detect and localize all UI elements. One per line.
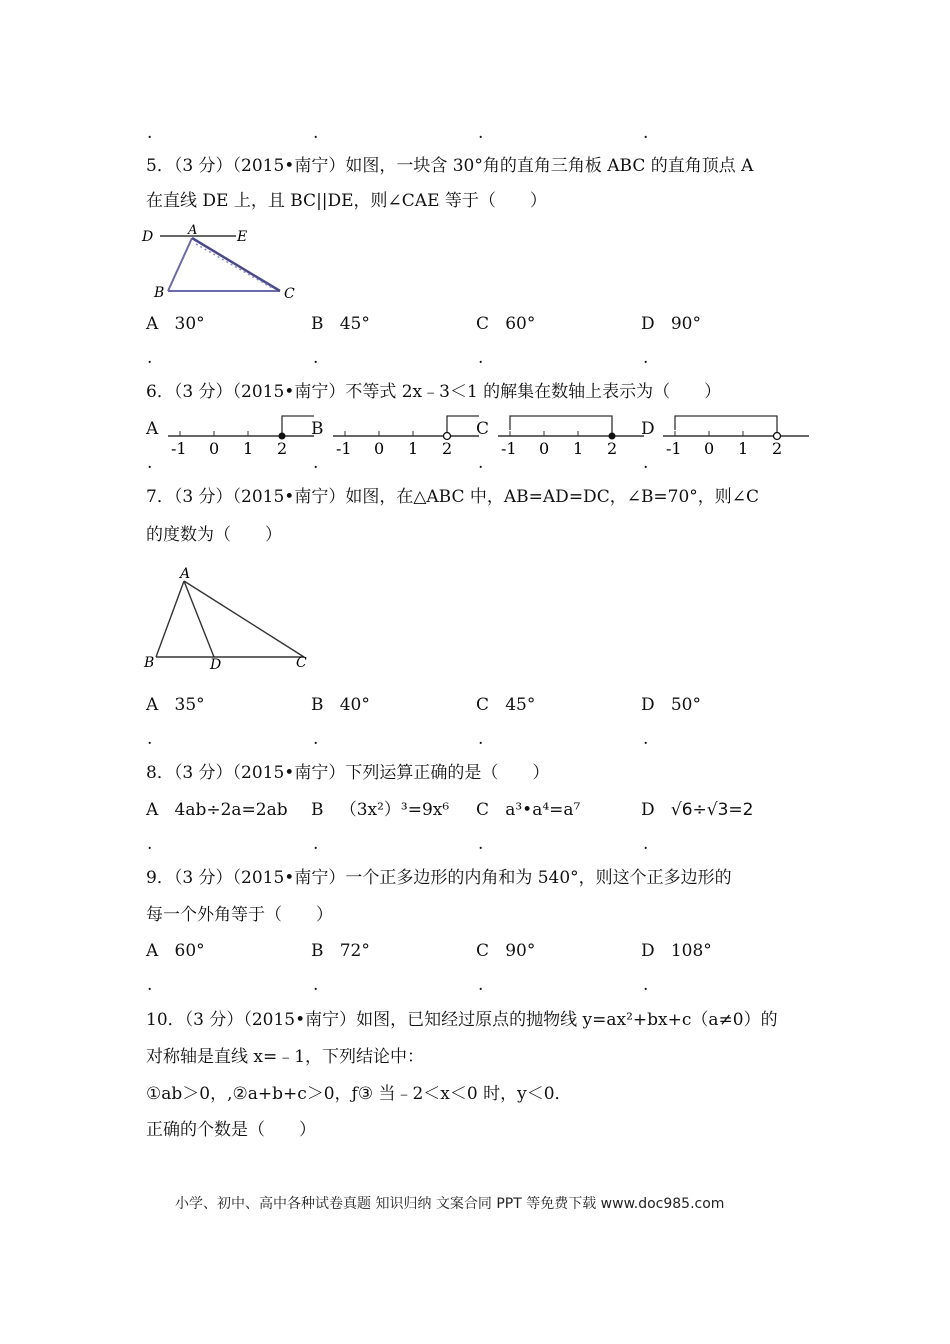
tick-label: 1 [573,439,584,458]
label-c: C [296,655,307,671]
label-b: B [154,285,165,301]
tick-label: 2 [772,439,783,458]
label-b: B [144,655,155,671]
option-dot: . [313,123,319,143]
tick-label: 0 [539,439,550,458]
option-b[interactable]: B 72° [311,941,370,961]
option-b[interactable]: B 45° [311,314,370,334]
tick-label: 1 [738,439,749,458]
option-dot: . [643,123,649,143]
label-d: D [210,657,222,673]
tick-label: 0 [704,439,715,458]
number-line-d[interactable] [661,410,811,460]
option-d[interactable]: D 108° [641,941,712,961]
option-d[interactable]: D √6÷√3=2 [641,800,754,820]
option-b-letter[interactable]: B [311,419,324,439]
question-text: 对称轴是直线 x=﹣1，下列结论中： [146,1047,425,1067]
option-c[interactable]: C 60° [476,314,536,334]
option-dot: . [643,348,649,368]
label-a: A [180,566,191,582]
label-e: E [237,229,248,245]
option-b[interactable]: B （3x²）³=9x⁶ [311,800,450,820]
tick-label: 0 [209,439,220,458]
question-text: 5．（3 分）（2015•南宁）如图，一块含 30°角的直角三角板 ABC 的直角顶点 A [146,156,754,176]
option-dot: . [313,729,319,749]
tick-label: 1 [243,439,254,458]
option-dot: . [478,453,484,473]
option-dot: . [478,834,484,854]
tick-label: 2 [607,439,618,458]
option-a[interactable]: A 4ab÷2a=2ab [146,800,288,820]
option-dot: . [147,348,153,368]
tick-label: -1 [501,439,517,458]
option-dot: . [147,975,153,995]
option-dot: . [643,729,649,749]
option-dot: . [147,453,153,473]
question-text: 7．（3 分）（2015•南宁）如图，在△ABC 中，AB=AD=DC，∠B=70°，则∠C [146,487,760,507]
option-dot: . [478,123,484,143]
option-dot: . [478,348,484,368]
number-line-c[interactable] [496,410,646,460]
tick-label: 1 [408,439,419,458]
option-c-letter[interactable]: C [476,419,490,439]
option-dot: . [147,834,153,854]
triangle-figure [140,222,305,304]
label-d: D [142,229,154,245]
tick-label: -1 [171,439,187,458]
option-dot: . [643,834,649,854]
option-a[interactable]: A 30° [146,314,205,334]
question-text: 8．（3 分）（2015•南宁）下列运算正确的是（ ） [146,763,550,783]
option-dot: . [313,453,319,473]
option-c[interactable]: C a³•a⁴=a⁷ [476,800,581,820]
option-c[interactable]: C 90° [476,941,536,961]
option-dot: . [643,453,649,473]
label-c: C [284,286,295,302]
option-dot: . [147,123,153,143]
option-dot: . [313,975,319,995]
question-text: 每一个外角等于（ ） [146,905,333,925]
option-d[interactable]: D 50° [641,695,701,715]
question-text: ①ab＞0，,②a+b+c＞0，ƒ③ 当﹣2＜x＜0 时，y＜0． [146,1084,572,1104]
option-a[interactable]: A 35° [146,695,205,715]
page-footer: 小学、初中、高中各种试卷真题 知识归纳 文案合同 PPT 等免费下载 www.doc985.com [175,1196,725,1212]
tick-label: 2 [277,439,288,458]
option-a[interactable]: A 60° [146,941,205,961]
question-text: 9．（3 分）（2015•南宁）一个正多边形的内角和为 540°，则这个正多边形的 [146,868,732,888]
question-text: 的度数为（ ） [146,525,282,545]
question-text: 正确的个数是（ ） [146,1120,316,1140]
tick-label: -1 [666,439,682,458]
option-d-letter[interactable]: D [641,419,655,439]
option-dot: . [478,975,484,995]
option-dot: . [478,729,484,749]
question-text: 10．（3 分）（2015•南宁）如图，已知经过原点的抛物线 y=ax²+bx+c（a≠0）的 [146,1010,778,1030]
option-dot: . [313,834,319,854]
tick-label: 0 [374,439,385,458]
option-dot: . [643,975,649,995]
option-d[interactable]: D 90° [641,314,701,334]
tick-label: 2 [442,439,453,458]
option-a-letter[interactable]: A [146,419,159,439]
triangle-figure [140,563,320,673]
option-c[interactable]: C 45° [476,695,536,715]
option-b[interactable]: B 40° [311,695,370,715]
number-line-b[interactable] [331,410,481,460]
question-text: 6．（3 分）（2015•南宁）不等式 2x﹣3＜1 的解集在数轴上表示为（ ） [146,382,722,402]
question-text: 在直线 DE 上，且 BC||DE，则∠CAE 等于（ ） [146,191,547,211]
number-line-a[interactable] [166,410,316,460]
option-dot: . [147,729,153,749]
tick-label: -1 [336,439,352,458]
label-a: A [188,223,198,238]
option-dot: . [313,348,319,368]
